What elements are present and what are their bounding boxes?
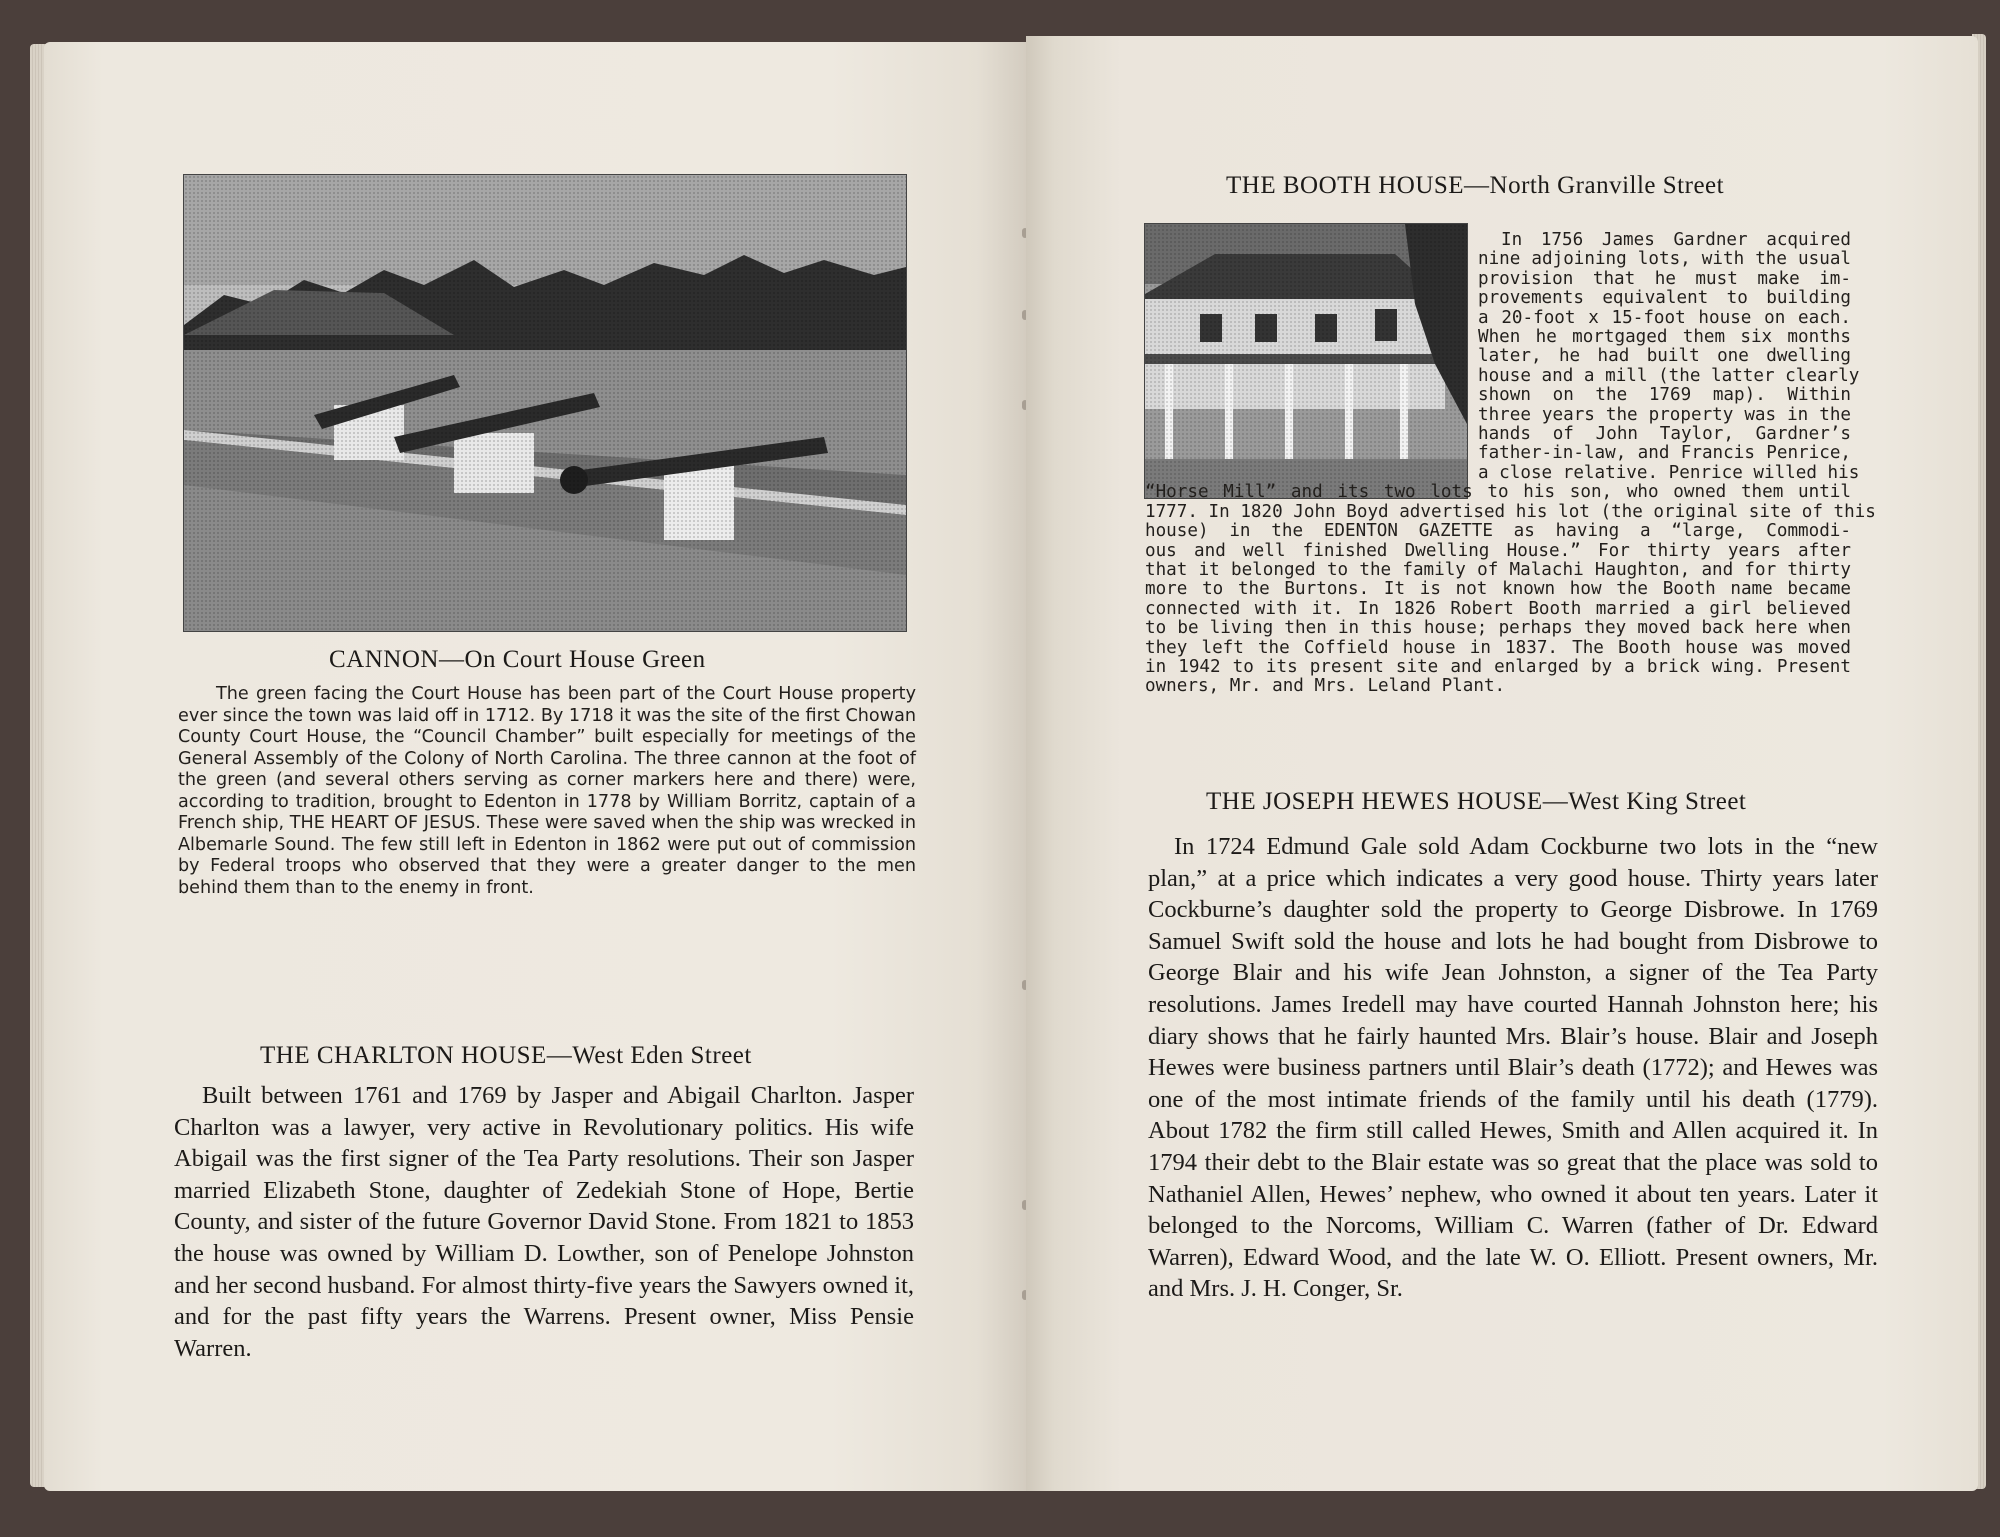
- charlton-paragraph: Built between 1761 and 1769 by Jasper and Abigail Charlton. Jasper Charlton was a lawyer, very active in Revolutionary politics. His wife Abigail was the first signer of the Tea Party resolutions. Their son Jasper married Elizabeth Stone, daughter of Zedekiah Stone of Hope, Bertie County, and sister of the future Governor David Stone. From 1821 to 1853 the house was owned by William D. Lowther, son of Penelope Johnston and her second husband. For almost thirty-five years the Sawyers owned it, and for the past fifty years the Warrens. Present owner, Miss Pensie Warren.: [174, 1082, 914, 1362]
- booth-line: three years the property was in the: [1478, 404, 1851, 425]
- charlton-heading: THE CHARLTON HOUSE—West Eden Street: [260, 1042, 752, 1069]
- booth-line: later, he had built one dwelling: [1478, 346, 1851, 367]
- booth-line: “Horse Mill” and its two lots to his son, who owned them until: [1145, 482, 1851, 503]
- booth-line: they left the Coffield house in 1837. The Booth house was moved: [1145, 637, 1851, 658]
- booth-line: nine adjoining lots, with the usual: [1478, 249, 1851, 270]
- booth-line: more to the Burtons. It is not known how the Booth name became: [1145, 579, 1851, 600]
- cannon-caption: CANNON—On Court House Green: [329, 646, 706, 673]
- booth-line: father-in-law, and Francis Penrice,: [1478, 443, 1851, 464]
- booth-line: 1777. In 1820 John Boyd advertised his lot (the original site of this: [1145, 501, 1876, 522]
- booth-line: ous and well finished Dwelling House.” For thirty years after: [1145, 540, 1851, 561]
- cannon-photo: [183, 174, 907, 632]
- booth-line: hands of John Taylor, Gardner’s: [1478, 424, 1851, 445]
- hewes-heading: THE JOSEPH HEWES HOUSE—West King Street: [1206, 788, 1747, 815]
- cannon-paragraph: The green facing the Court House has been part of the Court House property ever since the town was laid off in 1712. By 1718 it was the site of the first Chowan County Court House, the “Council Chamber” built especially for meetings of the General Assembly of the Colony of North Carolina. The three cannon at the foot of the green (and several others serving as corner markers here and there) were, according to tradition, brought to Edenton in 1778 by William Borritz, captain of a French ship, THE HEART OF JESUS. These were saved when the ship was wrecked in Albemarle Sound. The few still left in Edenton in 1862 were put out of commission by Federal troops who observed that they were a greater danger to the men behind them than to the enemy in front.: [178, 684, 916, 898]
- booth-line: in 1942 to its present site and enlarged by a brick wing. Present: [1145, 656, 1851, 677]
- booth-line: a 20-foot x 15-foot house on each.: [1478, 307, 1851, 328]
- booth-paragraph: [1145, 230, 1876, 697]
- booth-line: owners, Mr. and Mrs. Leland Plant.: [1145, 676, 1506, 697]
- booth-line: connected with it. In 1826 Robert Booth married a girl believed: [1145, 598, 1851, 619]
- booth-line: to be living then in this house; perhaps they moved back here when: [1145, 618, 1851, 639]
- booth-line: house and a mill (the latter clearly: [1478, 365, 1860, 386]
- booth-line: provements equivalent to building: [1478, 288, 1851, 309]
- booth-line: provision that he must make im-: [1478, 268, 1851, 289]
- booth-line: a close relative. Penrice willed his: [1478, 462, 1860, 483]
- left-page: [44, 42, 1026, 1491]
- booth-line: house) in the EDENTON GAZETTE as having a “large, Commodi-: [1145, 521, 1851, 542]
- booth-line: shown on the 1769 map). Within: [1478, 385, 1851, 406]
- booth-line: When he mortgaged them six months: [1478, 327, 1851, 348]
- booth-line: In 1756 James Gardner acquired: [1501, 230, 1851, 250]
- hewes-paragraph: In 1724 Edmund Gale sold Adam Cockburne two lots in the “new plan,” at a price which indicates a very good house. Thirty years later Cockburne’s daughter sold the property to George Disbrowe. In 1769 Samuel Swift sold the house and lots he had bought from Disbrowe to George Blair and his wife Jean Johnston, a signer of the Tea Party resolutions. James Iredell may have courted Hannah Johnston here; his diary shows that he fairly haunted Mrs. Blair’s house. Blair and Joseph Hewes were business partners until Blair’s death (1772); and Hewes was one of the most intimate friends of the family until his death (1779). About 1782 the firm still called Hewes, Smith and Allen acquired it. In 1794 their debt to the Blair estate was so great that the place was sold to Nathaniel Allen, Hewes’ nephew, who owned it about ten years. Later it belonged to the Norcoms, William C. Warren (father of Dr. Edward Warren), Edward Wood, and the late W. O. Elliott. Present owners, Mr. and Mrs. J. H. Conger, Sr.: [1148, 833, 1878, 1303]
- cannon-photo-drawing: [184, 175, 906, 631]
- booth-heading: THE BOOTH HOUSE—North Granville Street: [1226, 172, 1725, 199]
- right-page: [1026, 36, 1978, 1491]
- booth-line: that it belonged to the family of Malachi Haughton, and for thirty: [1145, 559, 1851, 580]
